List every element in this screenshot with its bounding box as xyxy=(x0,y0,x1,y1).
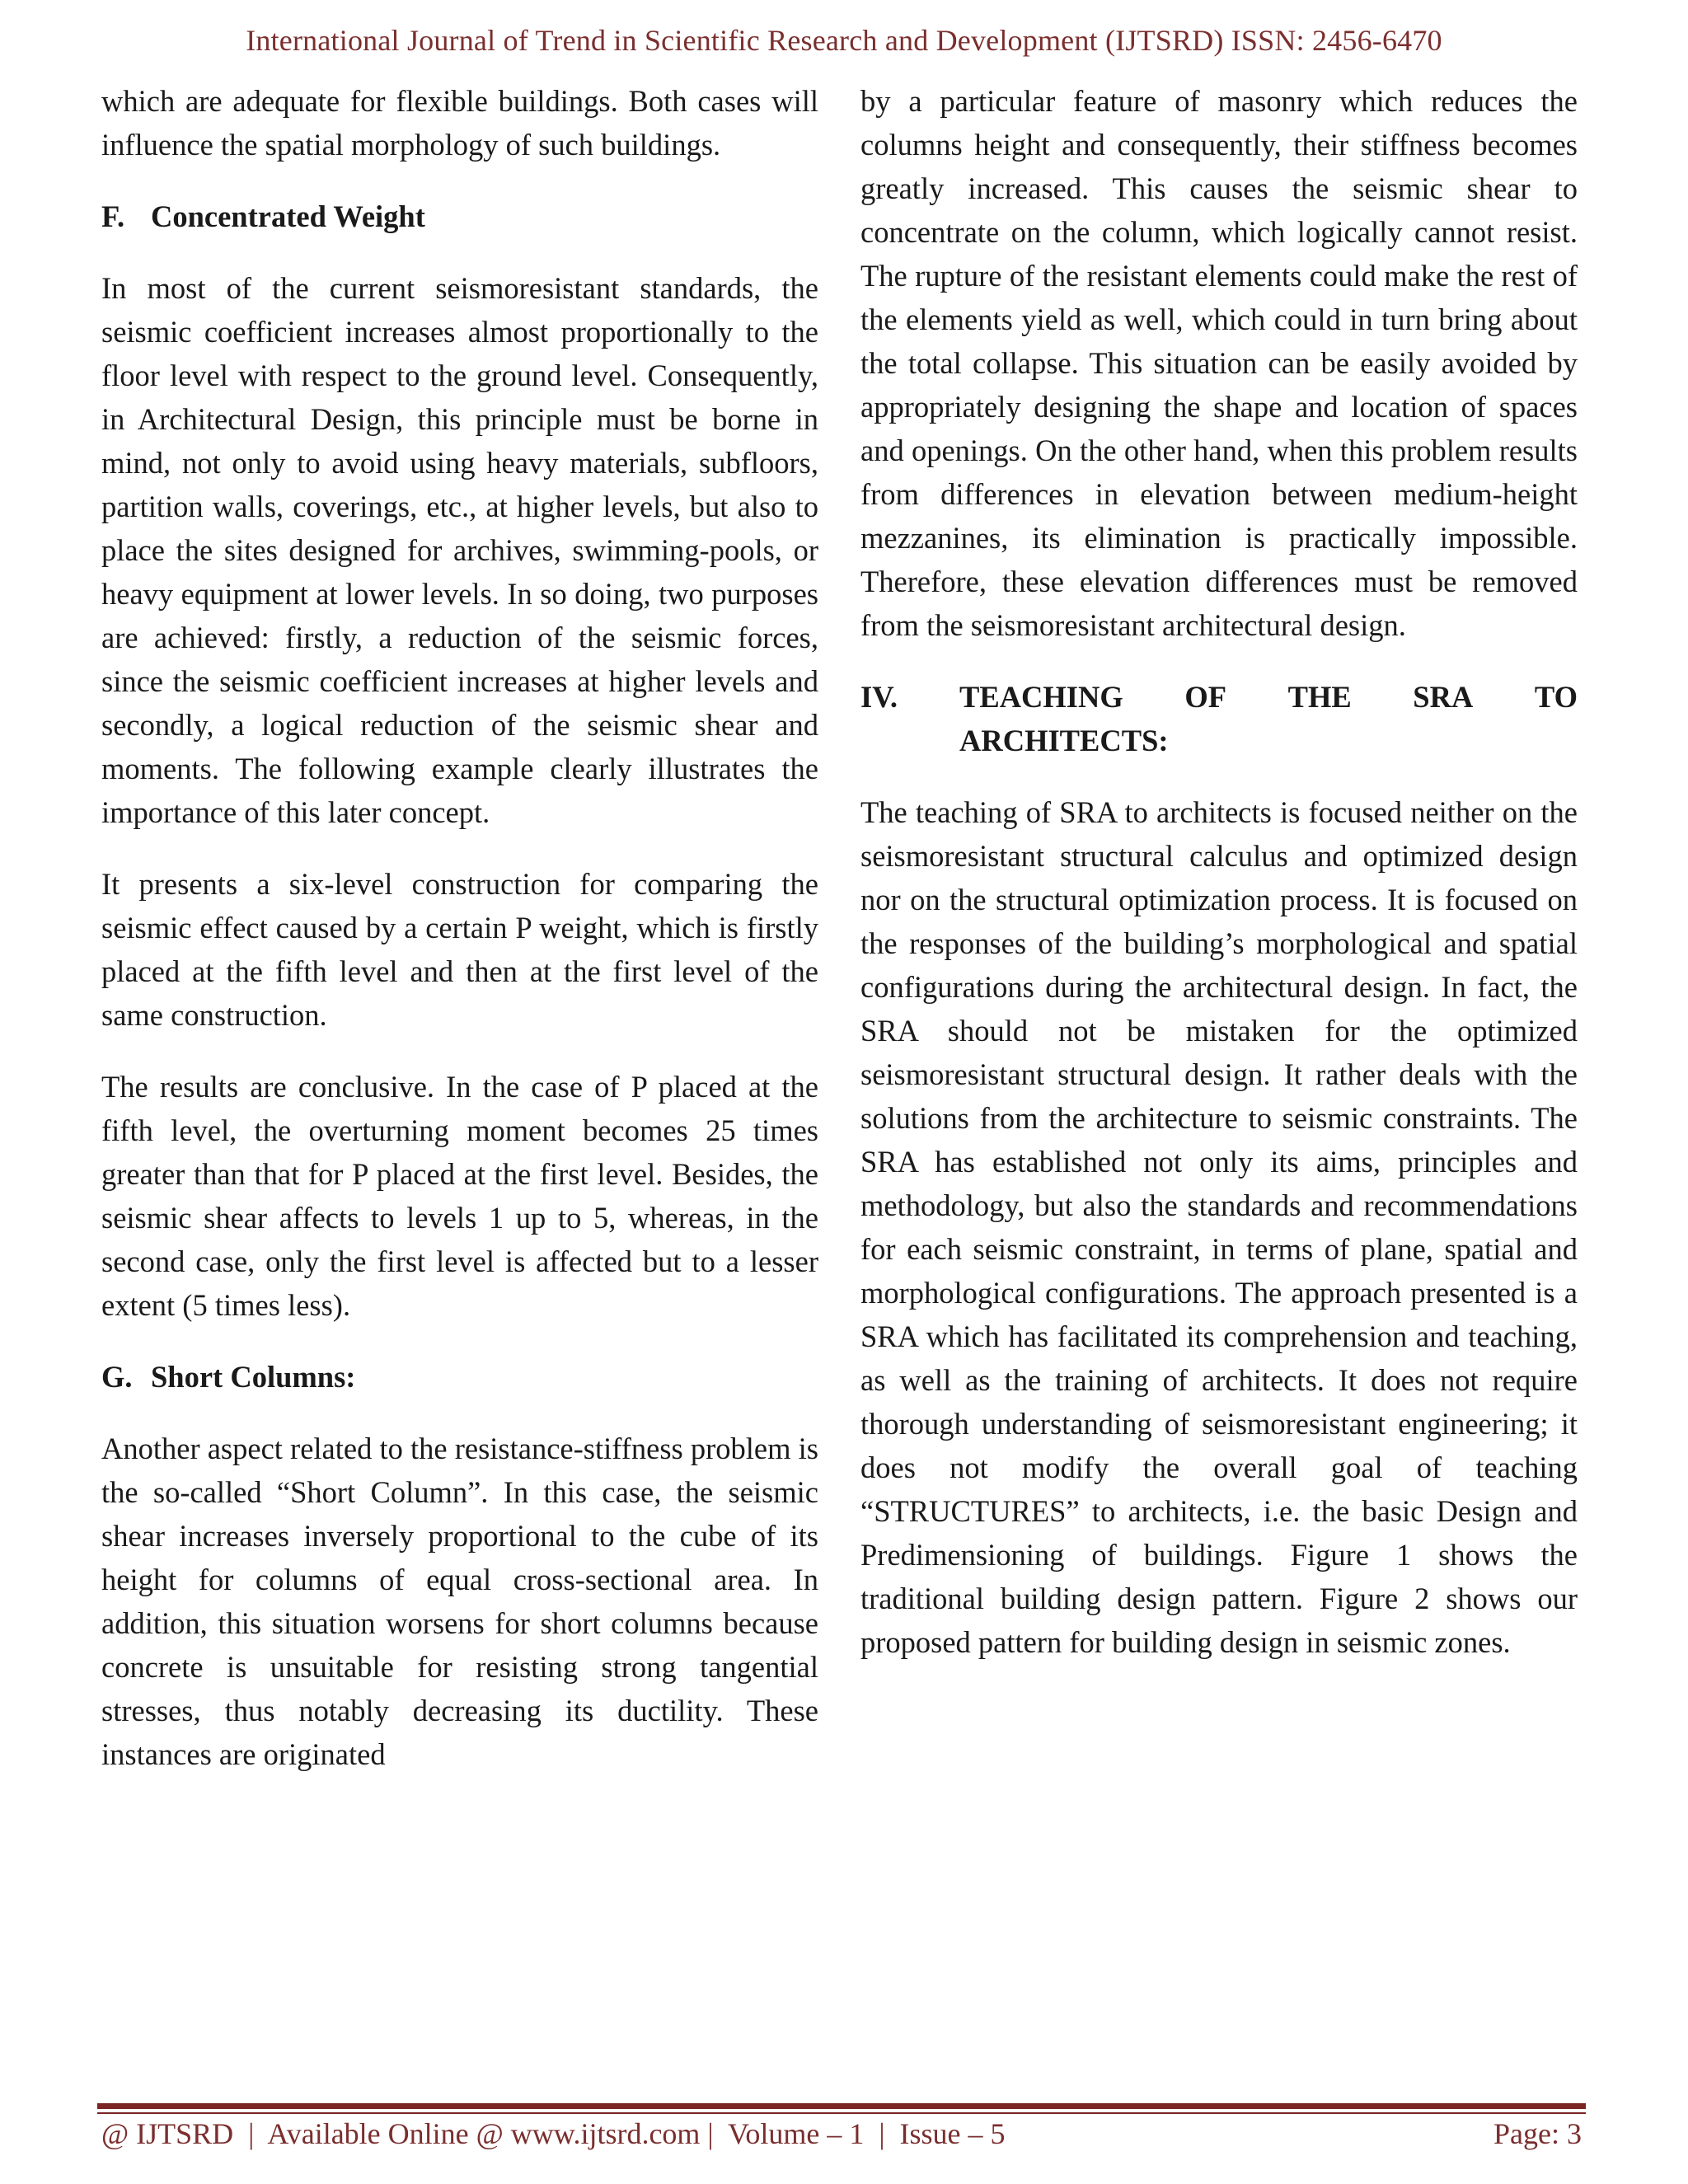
page-footer xyxy=(101,2116,1582,2151)
section-g-title: Short Columns: xyxy=(151,1360,356,1394)
section-iv-number: IV. xyxy=(860,680,898,714)
footer-info: @ IJTSRD | Available Online @ www.ijtsrd.com | Volume – 1 | Issue – 5 xyxy=(101,2117,1006,2150)
section-g-heading xyxy=(101,1355,818,1399)
section-iv-heading xyxy=(860,675,1578,762)
intro-paragraph: which are adequate for flexible buildings. Both cases will influence the spatial morphology of such buildings. xyxy=(101,84,818,162)
section-f-title: Concentrated Weight xyxy=(151,199,425,233)
continuation-paragraph: by a particular feature of masonry which reduces the columns height and consequently, their stiffness becomes greatly increased. This causes the seismic shear to concentrate on the column, which logically cannot resist. The rupture of the resistant elements could make the rest of the elements yield as well, which could in turn bring about the total collapse. This situation can be easily avoided by appropriately designing the shape and location of spaces and openings. On the other hand, when this problem results from differences in elevation between medium-height mezzanines, its elimination is practically impossible. Therefore, these elevation differences must be removed from the seismoresistant architectural design. xyxy=(860,84,1578,642)
left-column xyxy=(101,79,818,1804)
right-column xyxy=(860,79,1578,1692)
section-iv-title-word: TO xyxy=(1534,680,1578,714)
section-iv-title-word: SRA xyxy=(1413,680,1474,714)
footer-divider xyxy=(97,2103,1586,2109)
body-paragraph: Another aspect related to the resistance-stiffness problem is the so-called “Short Column”. In this case, the seismic shear increases inversely proportional to the cube of its height for columns of equal cross-sectional area. In addition, this situation worsens for short columns because concrete is unsuitable for resisting strong tangential stresses, thus notably decreasing its ductility. These instances are originated xyxy=(101,1432,818,1771)
section-iv-title xyxy=(959,675,1578,762)
section-f-heading xyxy=(101,194,818,238)
body-paragraph: In most of the current seismoresistant standards, the seismic coefficient increases almost proportionally to the floor level with respect to the ground level. Consequently, in Architectural Design, this principle must be borne in mind, not only to avoid using heavy materials, subfloors, partition walls, coverings, etc., at higher levels, but also to place the sites designed for archives, swimming-pools, or heavy equipment at lower levels. In so doing, two purposes are achieved: firstly, a reduction of the seismic forces, since the seismic coefficient increases at higher levels and secondly, a logical reduction of the seismic shear and moments. The following example clearly illustrates the importance of this later concept. xyxy=(101,271,818,829)
section-iv-title-word: OF xyxy=(1184,680,1227,714)
section-iv-title-word: TEACHING xyxy=(959,680,1123,714)
page-number: Page: 3 xyxy=(1493,2117,1582,2150)
section-iv-title-word: THE xyxy=(1287,680,1352,714)
section-g-number: G. xyxy=(101,1360,133,1394)
journal-header: International Journal of Trend in Scientific Research and Development (IJTSRD) ISSN: 2456-6470 xyxy=(246,24,1442,57)
body-paragraph: It presents a six-level construction for comparing the seismic effect caused by a certain P weight, which is firstly placed at the fifth level and then at the first level of the same construction. xyxy=(101,867,818,1032)
section-iv-title-line2: ARCHITECTS: xyxy=(959,724,1169,757)
body-paragraph: The teaching of SRA to architects is focused neither on the seismoresistant structural calculus and optimized design nor on the structural optimization process. It is focused on the responses of the building’s morphological and spatial configurations during the architectural design. In fact, the SRA should not be mistaken for the optimized seismoresistant structural design. It rather deals with the solutions from the architecture to seismic constraints. The SRA has established not only its aims, principles and methodology, but also the standards and recommendations for each seismic constraint, in terms of plane, spatial and morphological configurations. The approach presented is a SRA which has facilitated its comprehension and teaching, as well as the training of architects. It does not require thorough understanding of seismoresistant engineering; it does not modify the overall goal of teaching “STRUCTURES” to architects, i.e. the basic Design and Predimensioning of buildings. Figure 1 shows the traditional building design pattern. Figure 2 shows our proposed pattern for building design in seismic zones. xyxy=(860,795,1578,1659)
section-f-number: F. xyxy=(101,199,125,233)
footer-divider-thin xyxy=(97,2112,1586,2114)
body-paragraph: The results are conclusive. In the case of P placed at the fifth level, the overturning moment becomes 25 times greater than that for P placed at the first level. Besides, the seismic shear affects to levels 1 up to 5, whereas, in the second case, only the first level is affected but to a lesser extent (5 times less). xyxy=(101,1070,818,1322)
